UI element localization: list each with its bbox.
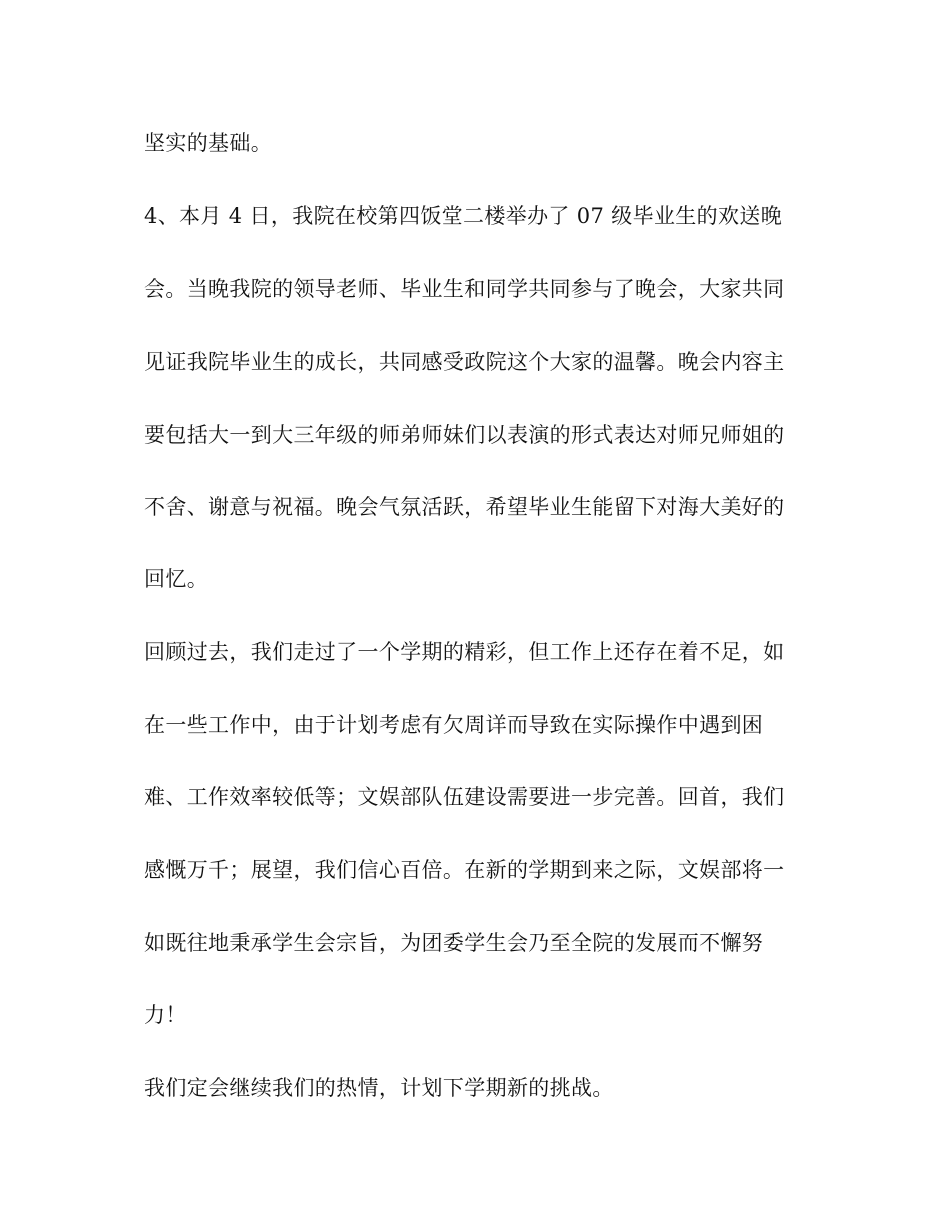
text-line: 我们定会继续我们的热情，计划下学期新的挑战。	[144, 1076, 614, 1100]
text-line: 如既往地秉承学生会宗旨，为团委学生会乃至全院的发展而不懈努	[144, 931, 764, 955]
text-line: 力！	[144, 1003, 187, 1027]
text-line: 要包括大一到大三年级的师弟师妹们以表演的形式表达对师兄师姐的	[144, 423, 785, 447]
text-line: 感慨万千；展望，我们信心百倍。在新的学期到来之际，文娱部将一	[144, 858, 785, 882]
text-line: 见证我院毕业生的成长，共同感受政院这个大家的温馨。晚会内容主	[144, 350, 785, 374]
text-line: 在一些工作中，由于计划考虑有欠周详而导致在实际操作中遇到困	[144, 713, 764, 737]
text-line: 难、工作效率较低等；文娱部队伍建设需要进一步完善。回首，我们	[144, 785, 785, 809]
text-line: 不舍、谢意与祝福。晚会气氛活跃，希望毕业生能留下对海大美好的	[144, 495, 785, 519]
text-line: 会。当晚我院的领导老师、毕业生和同学共同参与了晚会，大家共同	[144, 277, 785, 301]
text-line: 回忆。	[144, 567, 209, 591]
text-line: 回顾过去，我们走过了一个学期的精彩，但工作上还存在着不足，如	[144, 640, 785, 664]
text-line: 坚实的基础。	[144, 131, 273, 155]
text-line: 4、本月 4 日，我院在校第四饭堂二楼举办了 07 级毕业生的欢送晚	[144, 204, 783, 228]
